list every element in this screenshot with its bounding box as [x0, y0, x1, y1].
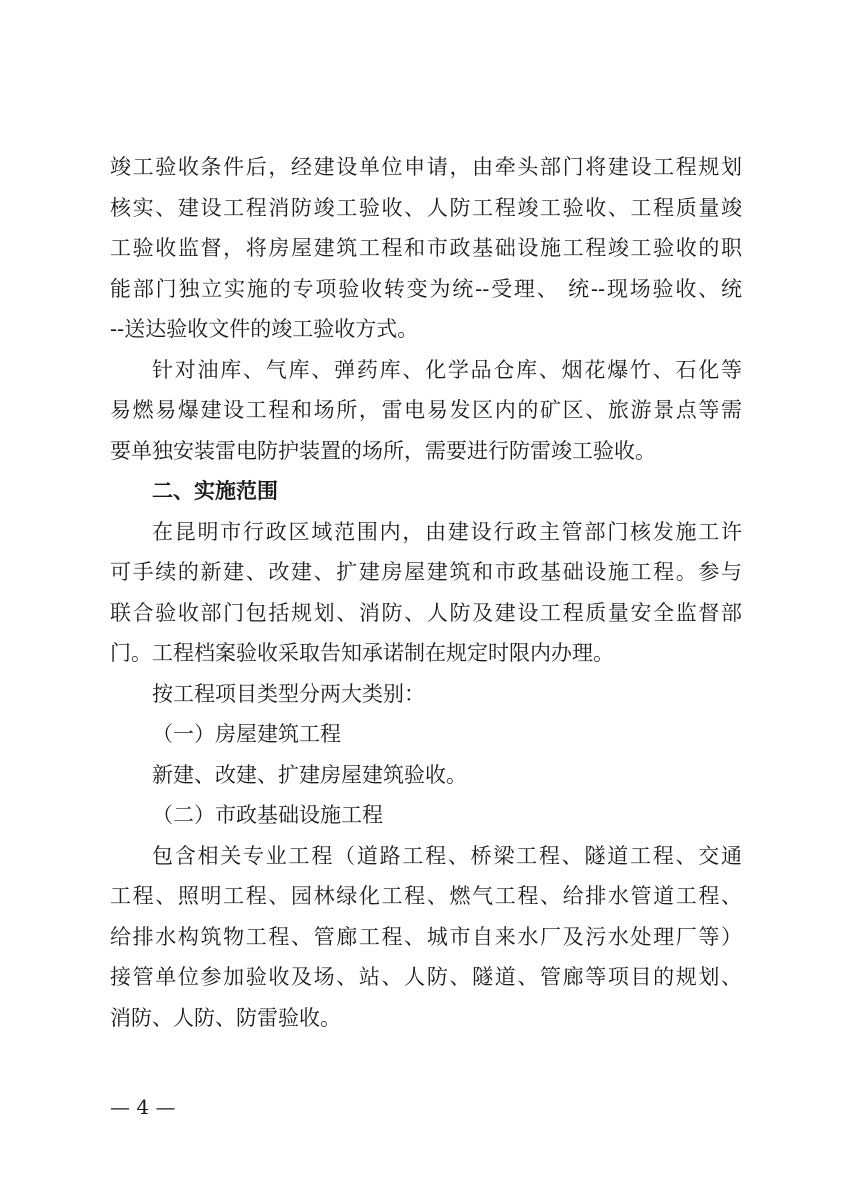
- paragraph-line: 竣工验收条件后，经建设单位申请，由牵头部门将建设工程规划: [110, 155, 742, 179]
- paragraph-line: 能部门独立实施的专项验收转变为统--受理、 统--现场验收、统: [110, 276, 742, 301]
- paragraph-line: 易燃易爆建设工程和场所，雷电易发区内的矿区、旅游景点等需: [110, 398, 742, 422]
- section-heading: 二、实施范围: [152, 479, 278, 503]
- paragraph-line: 针对油库、气库、弹药库、化学品仓库、烟花爆竹、石化等: [152, 357, 742, 382]
- page-number: — 4 —: [110, 1095, 176, 1119]
- paragraph-line: 消防、人防、防雷验收。: [110, 1005, 341, 1030]
- paragraph-line: 接管单位参加验收及场、站、人防、隧道、管廊等项目的规划、: [110, 965, 742, 989]
- body-text: [110, 147, 742, 1038]
- paragraph-line: 要单独安装雷电防护装置的场所，需要进行防雷竣工验收。: [110, 438, 656, 463]
- paragraph-line: --送达验收文件的竣工验收方式。: [110, 317, 419, 341]
- paragraph-line: 联合验收部门包括规划、消防、人防及建设工程质量安全监督部: [110, 600, 742, 625]
- paragraph-line: 工程、照明工程、园林绿化工程、燃气工程、给排水管道工程、: [110, 884, 742, 908]
- paragraph-line: 包含相关专业工程（道路工程、桥梁工程、隧道工程、交通: [152, 843, 742, 868]
- paragraph-line: 门。工程档案验收采取告知承诺制在规定时限内办理。: [110, 641, 614, 665]
- paragraph-line: 在昆明市行政区域范围内，由建设行政主管部门核发施工许: [152, 519, 742, 544]
- paragraph-line: 新建、改建、扩建房屋建筑验收。: [152, 762, 467, 787]
- paragraph-line: 可手续的新建、改建、扩建房屋建筑和市政基础设施工程。参与: [110, 560, 742, 584]
- subsection-heading: （一）房屋建筑工程: [152, 722, 341, 746]
- subsection-heading: （二）市政基础设施工程: [152, 803, 383, 827]
- paragraph-line: 给排水构筑物工程、管廊工程、城市自来水厂及污水处理厂等）: [110, 924, 742, 949]
- paragraph-line: 按工程项目类型分两大类别：: [152, 681, 425, 706]
- paragraph-line: 核实、建设工程消防竣工验收、人防工程竣工验收、工程质量竣: [110, 195, 742, 220]
- paragraph-line: 工验收监督，将房屋建筑工程和市政基础设施工程竣工验收的职: [110, 236, 742, 260]
